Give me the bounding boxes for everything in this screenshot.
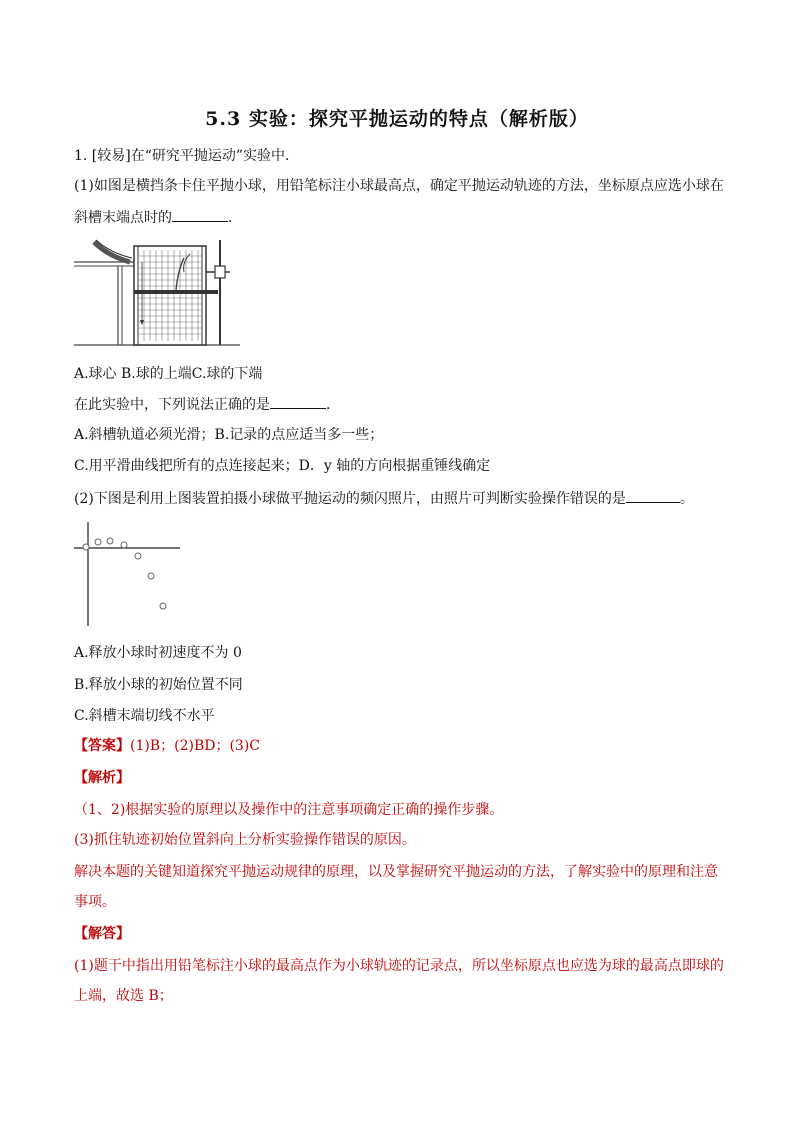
question-part1b-end: ． [326, 397, 340, 413]
question-part1b-text: 在此实验中，下列说法正确的是 [74, 397, 270, 413]
option-a: A.释放小球时初速度不为 0 [74, 645, 242, 661]
solution-label: 【解答】 [74, 926, 130, 942]
question-part1-line2-end: ． [228, 210, 242, 226]
question-part1-line1: (1)如图是横挡条卡住平抛小球，用铅笔标注小球最高点，确定平抛运动轨迹的方法，坐标原点应选小球在 [74, 178, 724, 194]
question-part1b [74, 394, 734, 415]
options-line-1: A.球心 B.球的上端C.球的下端 [74, 366, 263, 382]
solution-line-2: 上端，故选 B； [74, 988, 173, 1004]
answer-blank [270, 394, 326, 409]
option-c: C.斜槽末端切线不水平 [74, 708, 215, 724]
options-line-2: A.斜槽轨道必须光滑；B.记录的点应适当多一些； [74, 427, 384, 443]
question-part1-line2-text: 斜槽末端点时的 [74, 210, 172, 226]
strobe-photo-figure [72, 520, 184, 628]
question-part2-text: (2)下图是利用上图装置拍摄小球做平抛运动的频闪照片，由照片可判断实验操作错误的是 [74, 491, 626, 507]
analysis-line-2: (3)抓住轨迹初始位置斜向上分析实验操作错误的原因。 [74, 832, 416, 848]
analysis-line-1: （1、2)根据实验的原理以及操作中的注意事项确定正确的操作步骤。 [74, 802, 504, 818]
analysis-line-3: 解决本题的关键知道探究平抛运动规律的原理，以及掌握研究平抛运动的方法，了解实验中的原理和注意 [74, 864, 718, 880]
question-part1-line2 [74, 207, 734, 228]
option-b: B.释放小球的初始位置不同 [74, 677, 243, 693]
solution-line-1: (1)题干中指出用铅笔标注小球的最高点作为小球轨迹的记录点，所以坐标原点也应选为球的最高点即球的 [74, 958, 724, 974]
answer-blank [626, 488, 680, 503]
answer-text: (1)B；(2)BD；(3)C [130, 738, 261, 754]
answer-blank [172, 207, 228, 222]
answer-line [74, 736, 734, 756]
question-header: 1. [较易]在“研究平抛运动”实验中． [74, 148, 300, 164]
analysis-line-4: 事项。 [74, 894, 116, 910]
question-part2-end: 。 [679, 491, 694, 507]
question-part2 [74, 488, 734, 509]
answer-label: 【答案】 [74, 738, 130, 754]
page-title: 5.3 实验：探究平抛运动的特点（解析版） [205, 108, 589, 130]
apparatus-figure [72, 236, 244, 348]
analysis-label: 【解析】 [74, 770, 130, 786]
options-line-3: C.用平滑曲线把所有的点连接起来；D．y 轴的方向根据重锤线确定 [74, 458, 491, 474]
